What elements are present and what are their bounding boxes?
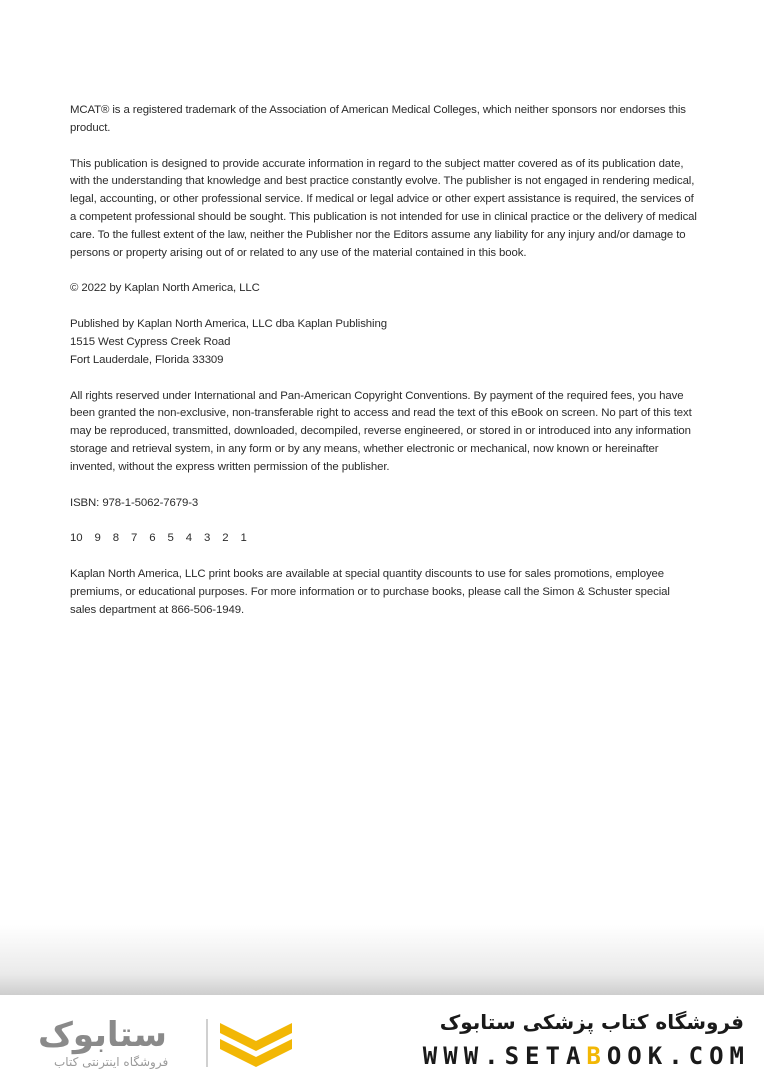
shop-url[interactable] (423, 1042, 750, 1070)
print-line (70, 530, 698, 548)
shop-title: فروشگاه کتاب پزشکی ستابوک (439, 1010, 744, 1034)
trademark-notice: MCAT® is a registered trademark of the Association of American Medical Colleges, which neither sponsors nor endorses this product. (70, 104, 686, 134)
url-part-2: OOK.COM (606, 1042, 750, 1070)
logo-subtext: فروشگاه اینترنتی کتاب (54, 1055, 169, 1069)
print-number: 5 (167, 532, 174, 545)
publisher-city: Fort Lauderdale, Florida 33309 (70, 353, 224, 366)
publisher-address (70, 316, 698, 369)
print-number: 1 (240, 532, 247, 545)
sales-paragraph: Kaplan North America, LLC print books are available at special quantity discounts to use for sales promotions, employee premiums, or educational purposes. For more information or to purchase books, please call the Simon & Schuster special sales department at 866-506-1949. (70, 568, 670, 616)
print-number: 2 (222, 532, 229, 545)
copyright-line: © 2022 by Kaplan North America, LLC (70, 282, 260, 295)
print-number: 9 (94, 532, 101, 545)
print-number: 3 (203, 532, 211, 545)
publisher-name: Published by Kaplan North America, LLC dba Kaplan Publishing (70, 318, 387, 331)
chevron-stack-icon (216, 1015, 296, 1075)
url-accent: B (586, 1042, 607, 1070)
print-number: 10 (70, 532, 83, 545)
print-number: 6 (149, 532, 156, 545)
print-number: 7 (130, 532, 138, 545)
print-number: 8 (112, 532, 119, 545)
logo-wordmark: ستابوک (38, 1015, 167, 1055)
footer-shadow (0, 925, 764, 995)
copyright-page (70, 102, 698, 638)
disclaimer-paragraph: This publication is designed to provide accurate information in regard to the subject matter covered as of its publication date, with the understanding that knowledge and best practice constantly evolve. The publisher is not engaged in rendering medical, legal, accounting, or other professional service. If medical or legal advice or other expert assistance is required, the services of a competent professional should be sought. This publication is not intended for use in clinical practice or the delivery of medical care. To the fullest extent of the law, neither the Publisher nor the Editors assume any liability for any injury and/or damage to persons or property arising out of or related to any use of the material contained in this book. (70, 157, 697, 259)
watermark-footer (0, 995, 764, 1080)
isbn-line: ISBN: 978-1-5062-7679-3 (70, 496, 199, 509)
logo-divider (206, 1019, 208, 1067)
rights-paragraph: All rights reserved under International and Pan-American Copyright Conventions. By payment of the required fees, you have been granted the non-exclusive, non-transferable right to access and read the text of this eBook on screen. No part of this text may be reproduced, transmitted, downloaded, decompiled, reverse engineered, or stored in or introduced into any information storage and retrieval system, in any form or by any means, whether electronic or mechanical, now known or hereinafter invented, without the express written permission of the publisher. (70, 389, 692, 473)
publisher-street: 1515 West Cypress Creek Road (70, 335, 231, 348)
setabook-logo[interactable] (38, 1015, 298, 1075)
print-number: 4 (185, 532, 192, 545)
url-part-1: WWW.SETA (422, 1042, 587, 1070)
